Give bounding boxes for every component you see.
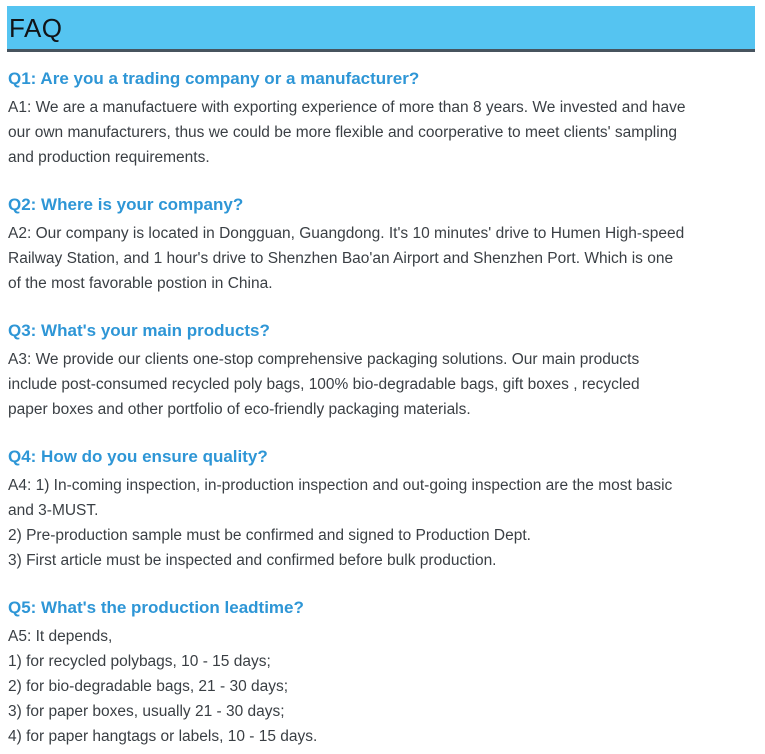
faq-question: Q4: How do you ensure quality? — [8, 447, 268, 466]
page-title: FAQ — [9, 12, 63, 43]
faq-answer-line: paper boxes and other portfolio of eco-friendly packaging materials. — [8, 401, 471, 418]
faq-answer — [8, 347, 755, 422]
faq-answer — [8, 221, 755, 296]
faq-answer-line: and 3-MUST. — [8, 502, 99, 519]
faq-answer-line: and production requirements. — [8, 149, 210, 166]
faq-answer — [8, 624, 755, 749]
faq-answer-line: include post-consumed recycled poly bags, 100% bio-degradable bags, gift boxes , recycled — [8, 376, 640, 393]
faq-answer-line: A1: We are a manufactuere with exporting experience of more than 8 years. We invested and have — [8, 99, 686, 116]
faq-answer-line: 2) for bio-degradable bags, 21 - 30 days; — [8, 678, 289, 695]
faq-answer-line: 3) First article must be inspected and confirmed before bulk production. — [8, 552, 497, 569]
faq-question: Q1: Are you a trading company or a manufacturer? — [8, 69, 420, 88]
faq-item — [8, 67, 755, 170]
faq-answer-line: Railway Station, and 1 hour's drive to Shenzhen Bao'an Airport and Shenzhen Port. Which is one — [8, 250, 674, 267]
faq-answer-line: A3: We provide our clients one-stop comprehensive packaging solutions. Our main products — [8, 351, 640, 368]
faq-answer-line: 2) Pre-production sample must be confirmed and signed to Production Dept. — [8, 527, 531, 544]
faq-question: Q2: Where is your company? — [8, 195, 244, 214]
faq-answer-line: our own manufacturers, thus we could be more flexible and coorperative to meet clients' sampling — [8, 124, 677, 141]
faq-answer-line: 4) for paper hangtags or labels, 10 - 15 days. — [8, 728, 318, 745]
faq-item — [8, 193, 755, 296]
faq-header-bar — [7, 6, 755, 52]
faq-answer-line: of the most favorable postion in China. — [8, 275, 273, 292]
faq-item — [8, 596, 755, 749]
faq-answer-line: A5: It depends, — [8, 628, 113, 645]
faq-answer — [8, 473, 755, 573]
faq-question: Q5: What's the production leadtime? — [8, 598, 304, 617]
faq-answer-line: 1) for recycled polybags, 10 - 15 days; — [8, 653, 271, 670]
faq-item — [8, 445, 755, 573]
faq-answer-line: A2: Our company is located in Dongguan, Guangdong. It's 10 minutes' drive to Humen High-speed — [8, 225, 685, 242]
faq-question: Q3: What's your main products? — [8, 321, 270, 340]
faq-answer-line: A4: 1) In-coming inspection, in-production inspection and out-going inspection are the most basic — [8, 477, 673, 494]
faq-answer — [8, 95, 755, 170]
faq-list — [0, 67, 765, 749]
faq-answer-line: 3) for paper boxes, usually 21 - 30 days; — [8, 703, 285, 720]
faq-item — [8, 319, 755, 422]
faq-page — [0, 6, 765, 749]
